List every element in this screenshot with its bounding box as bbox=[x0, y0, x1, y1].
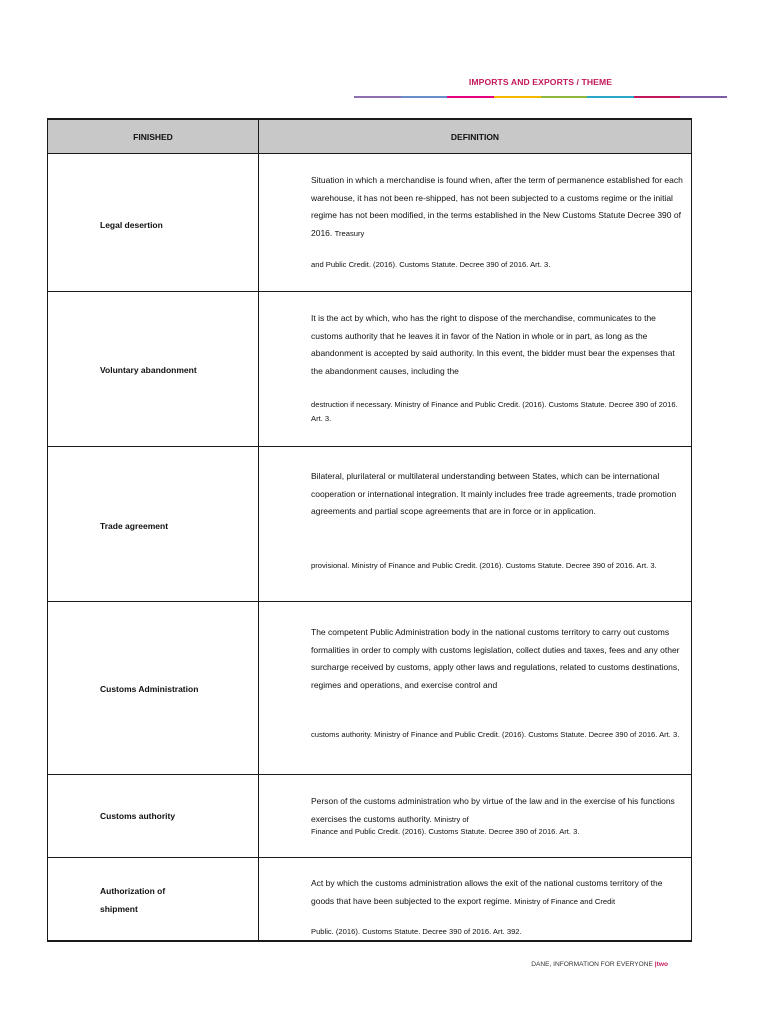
header-rule-segment bbox=[634, 96, 681, 98]
term-label: Customs authority bbox=[100, 811, 176, 821]
definition-text bbox=[311, 875, 685, 910]
table-row bbox=[48, 775, 691, 858]
table-row bbox=[48, 292, 691, 447]
header-rule-segment bbox=[541, 96, 588, 98]
table-row bbox=[48, 858, 691, 940]
header-rule-segment bbox=[587, 96, 634, 98]
definition-body: Situation in which a merchandise is found when, after the term of permanence established for each warehouse, it has not been re-shipped, has not been subjected to a customs regime or the initial regime has not been modified, in the terms established in the New Customs Statute Decree 390 of 2016. bbox=[311, 175, 683, 238]
definitions-table bbox=[47, 118, 692, 942]
table-row bbox=[48, 154, 691, 292]
header-rule-segment bbox=[401, 96, 448, 98]
definition-body: Bilateral, plurilateral or multilateral understanding between States, which can be international cooperation or international integration. It mainly includes free trade agreements, trade promotion agreements and partial scope agreements that are in force or in application. bbox=[311, 471, 677, 516]
header-rule-segment bbox=[494, 96, 541, 98]
definition-citation: customs authority. Ministry of Finance and Public Credit. (2016). Customs Statute. Decree 390 of 2016. Art. 3. bbox=[311, 730, 680, 739]
table-header-row bbox=[48, 118, 691, 154]
definition-text bbox=[311, 624, 685, 694]
definition-cell bbox=[259, 858, 691, 940]
definition-text bbox=[311, 310, 685, 380]
definition-citation: and Public Credit. (2016). Customs Statute. Decree 390 of 2016. Art. 3. bbox=[311, 260, 551, 269]
column-header-definition: DEFINITION bbox=[450, 131, 500, 142]
definition-body: Act by which the customs administration allows the exit of the national customs territory of the goods that have been subjected to the export regime. bbox=[311, 878, 663, 906]
definition-cell bbox=[259, 602, 691, 774]
definition-source-lead: Treasury bbox=[334, 228, 365, 238]
definition-text bbox=[311, 468, 685, 521]
footer-separator: | bbox=[654, 961, 657, 968]
header-color-rule bbox=[354, 96, 727, 98]
definition-citation: Finance and Public Credit. (2016). Customs Statute. Decree 390 of 2016. Art. 3. bbox=[311, 827, 580, 836]
definition-citation: provisional. Ministry of Finance and Public Credit. (2016). Customs Statute. Decree 390 of 2016. Art. 3. bbox=[311, 561, 657, 570]
term-cell bbox=[48, 602, 259, 774]
page-footer bbox=[531, 961, 668, 968]
definition-citation: Public. (2016). Customs Statute. Decree 390 of 2016. Art. 392. bbox=[311, 927, 522, 936]
definition-cell bbox=[259, 154, 691, 291]
header-rule-segment bbox=[447, 96, 494, 98]
term-cell bbox=[48, 858, 259, 940]
footer-text: DANE, INFORMATION FOR EVERYONE bbox=[531, 961, 655, 968]
header-rule-segment bbox=[354, 96, 401, 98]
definition-cell bbox=[259, 292, 691, 446]
term-cell bbox=[48, 447, 259, 601]
page-header-title: IMPORTS AND EXPORTS / THEME bbox=[468, 77, 613, 87]
term-label: Customs Administration bbox=[100, 684, 199, 694]
header-rule-segment bbox=[680, 96, 727, 98]
definition-body: Person of the customs administration who by virtue of the law and in the exercise of his functions exercises the customs authority. bbox=[311, 796, 675, 824]
definition-cell bbox=[259, 447, 691, 601]
definition-text bbox=[311, 793, 685, 828]
term-label: Voluntary abandonment bbox=[100, 365, 197, 375]
definition-citation: destruction if necessary. Ministry of Finance and Public Credit. (2016). Customs Statute. Decree 390 of 2016. Art. 3. bbox=[311, 400, 678, 423]
definition-body: It is the act by which, who has the right to dispose of the merchandise, communicates to the customs authority that he leaves it in favor of the Nation in whole or in part, as long as the abandonment is accepted by said authority. In this event, the bidder must bear the expenses that the abandonment causes, including the bbox=[311, 313, 675, 376]
definition-cell bbox=[259, 775, 691, 857]
definition-source-lead: Ministry of bbox=[434, 814, 469, 824]
column-header-term: FINISHED bbox=[48, 120, 259, 153]
definition-body: The competent Public Administration body in the national customs territory to carry out customs formalities in order to comply with customs legislation, collect duties and taxes, fees and any other surcharge received by customs, apply other laws and regulations, related to customs destinations, regimes and operations, and exercise control and bbox=[311, 627, 680, 690]
page-number: two bbox=[656, 961, 668, 968]
term-cell bbox=[48, 292, 259, 446]
term-label: Trade agreement bbox=[100, 521, 169, 531]
term-cell bbox=[48, 154, 259, 291]
term-cell bbox=[48, 775, 259, 857]
table-row bbox=[48, 447, 691, 602]
term-label: Legal desertion bbox=[100, 220, 163, 230]
table-row bbox=[48, 602, 691, 775]
definition-text bbox=[311, 172, 685, 242]
term-label: Authorization of shipment bbox=[100, 886, 166, 914]
definition-source-lead: Ministry of Finance and Credit bbox=[514, 896, 616, 906]
